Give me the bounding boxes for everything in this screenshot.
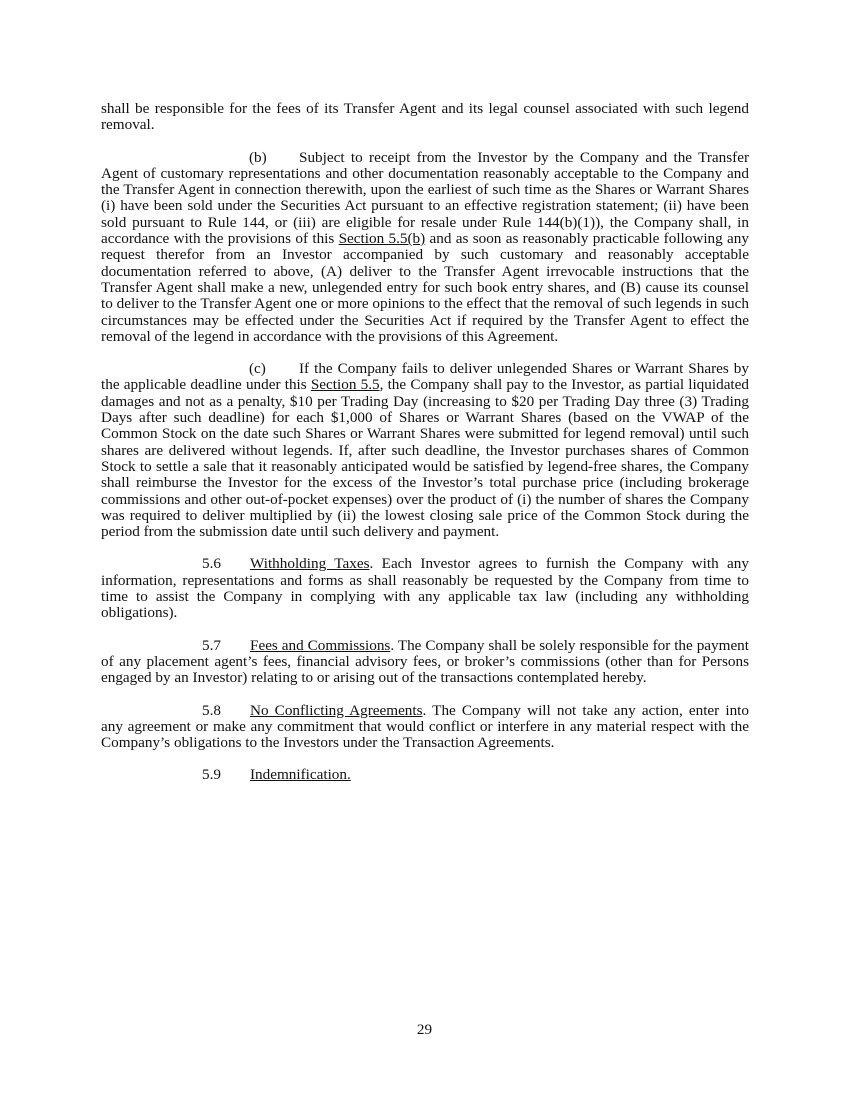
paragraph-b-label: (b) (249, 148, 267, 166)
paragraph-c-label: (c) (249, 360, 266, 378)
section-5-7-number: 5.7 (202, 636, 221, 654)
section-5-9 (101, 767, 749, 783)
section-5-7 (101, 638, 749, 687)
section-5-7-heading: Fees and Commissions (250, 636, 391, 654)
section-5-9-number: 5.9 (202, 766, 221, 784)
paragraph-b-text-1: Subject to receipt from the Investor by the Company and the Transfer Agent of customary representations and other documentation reasonably acceptable to the Company and the Transfer Agent in connection therewith, upon the earliest of such time as the Shares or Warrant Shares (i) have been sold under the Securities Act pursuant to an effective registration statement; (ii) have been sold pursuant to Rule 144, or (iii) are eligible for resale under Rule 144(b)(1)), the Company shall, in accordance with the provisions of this (101, 148, 749, 248)
section-5-8-heading: No Conflicting Agreements (250, 701, 423, 719)
section-5-9-heading: Indemnification. (250, 766, 351, 784)
section-5-8-text: . The Company will not take any action, enter into any agreement or make any commitment that would conflict or interfere in any material respect with the Company’s obligations to the Investors under the Transaction Agreements. (101, 701, 749, 752)
paragraph-gap (101, 540, 749, 556)
section-5-5-b-reference: Section 5.5(b) (338, 230, 426, 248)
paragraph-b-text-2: and as soon as reasonably practicable following any request therefor from an Investor accompanied by such customary and reasonably acceptable documentation referred to above, (A) deliver to the Transfer Agent irrevocable instructions that the Transfer Agent shall make a new, unlegended entry for such book entry shares, and (B) cause its counsel to deliver to the Transfer Agent one or more opinions to the effect that the removal of such legends in such circumstances may be effected under the Securities Act if required by the Transfer Agent to effect the removal of the legend in accordance with the provisions of this Agreement. (101, 230, 749, 345)
paragraph-c-text-1: If the Company fails to deliver unlegended Shares or Warrant Shares by the applicable deadline under this (101, 360, 749, 394)
paragraph-b (101, 150, 749, 346)
document-page (101, 101, 749, 784)
paragraph-gap (101, 751, 749, 767)
section-5-6-number: 5.6 (202, 555, 221, 573)
paragraph-c (101, 361, 749, 540)
section-5-6-heading: Withholding Taxes (250, 555, 370, 573)
paragraph-continuation-text: shall be responsible for the fees of its Transfer Agent and its legal counsel associated with such legend removal. (101, 100, 749, 134)
paragraph-c-text-2: , the Company shall pay to the Investor, as partial liquidated damages and not as a penalty, $10 per Trading Day (increasing to $20 per Trading Day three (3) Trading Days after such deadline) for each $1,000 of Shares or Warrant Shares (based on the VWAP of the Common Stock on the date such Shares or Warrant Shares were submitted for legend removal) until such shares are delivered without legends. If, after such deadline, the Investor purchases shares of Common Stock to settle a sale that it reasonably anticipated would be satisfied by legend-free shares, the Company shall reimburse the Investor for the excess of the Investor’s total purchase price (including brokerage commissions and other out-of-pocket expenses) over the product of (i) the number of shares the Company was required to deliver multiplied by (ii) the lowest closing sale price of the Common Stock during the period from the submission date until such delivery and payment. (101, 376, 749, 541)
section-5-8-number: 5.8 (202, 701, 221, 719)
section-5-6 (101, 556, 749, 621)
section-5-6-text: . Each Investor agrees to furnish the Company with any information, representations and forms as shall reasonably be requested by the Company from time to time to assist the Company in complying with any applicable tax law (including any withholding obligations). (101, 555, 749, 622)
paragraph-gap (101, 345, 749, 361)
section-5-7-text: . The Company shall be solely responsible for the payment of any placement agent’s fees, financial advisory fees, or broker’s commissions (other than for Persons engaged by an Investor) relating to or arising out of the transactions contemplated hereby. (101, 636, 749, 687)
page-number: 29 (416, 1021, 433, 1038)
paragraph-continuation (101, 101, 749, 134)
section-5-8 (101, 703, 749, 752)
paragraph-gap (101, 687, 749, 703)
section-5-5-reference: Section 5.5 (310, 376, 380, 394)
paragraph-gap (101, 134, 749, 150)
paragraph-gap (101, 622, 749, 638)
